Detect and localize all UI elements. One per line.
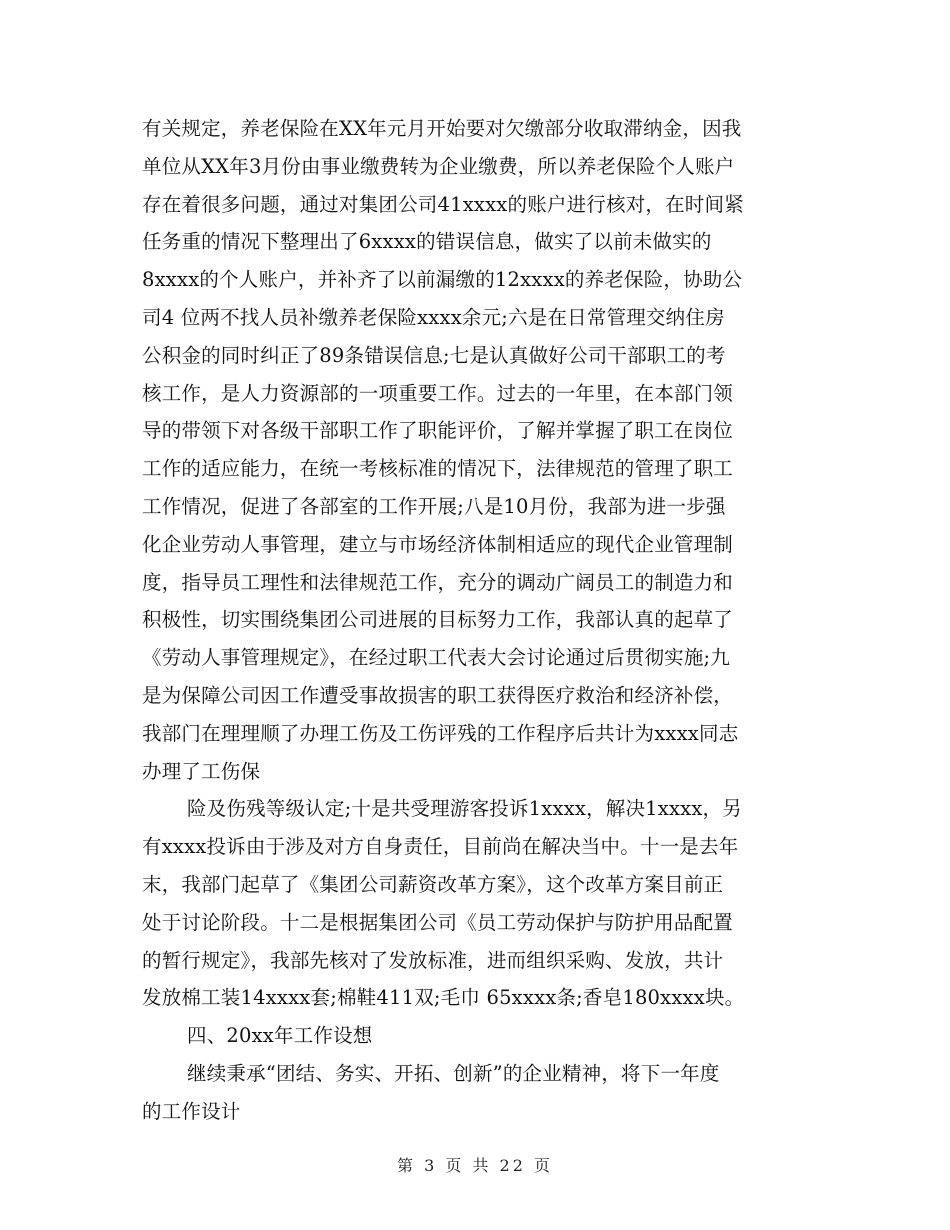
text-line: 度，指导员工理性和法律规范工作，充分的调动广阔员工的制造力和: [142, 570, 734, 594]
text-line: 积极性，切实围绕集团公司进展的目标努力工作，我部认真的起草了: [142, 608, 734, 632]
text-line: 处于讨论阶段。十二是根据集团公司《员工劳动保护与防护用品配置: [142, 910, 734, 934]
text-line: 单位从XX年3月份由事业缴费转为企业缴费，所以养老保险个人账户: [142, 154, 735, 178]
body-text: [142, 110, 802, 1131]
text-line: 继续秉承“团结、务实、开拓、创新”的企业精神，将下一年度: [187, 1061, 720, 1085]
text-line: 公积金的同时纠正了89条错误信息;七是认真做好公司干部职工的考: [142, 343, 726, 367]
text-line: 四、20xx年工作设想: [187, 1024, 373, 1048]
text-line: 的暂行规定》，我部先核对了发放标准，进而组织采购、发放，共计: [142, 948, 724, 972]
text-line: 《劳动人事管理规定》，在经过职工代表大会讨论通过后贯彻实施;九: [142, 646, 731, 670]
text-line: 我部门在理理顺了办理工伤及工伤评残的工作程序后共计为xxxx同志: [142, 721, 739, 745]
text-line: 导的带领下对各级干部职工作了职能评价，了解并掌握了职工在岗位: [142, 419, 734, 443]
text-line: 险及伤残等级认定;十是共受理游客投诉1xxxx，解决1xxxx，另: [187, 797, 742, 821]
page-number: 第 3 页 共 22 页: [397, 1156, 553, 1175]
text-line: 核工作，是人力资源部的一项重要工作。过去的一年里，在本部门领: [142, 381, 734, 405]
text-line: 办理了工伤保: [142, 759, 261, 783]
text-line: 司4 位两不找人员补缴养老保险xxxx余元;六是在日常管理交纳住房: [142, 305, 725, 329]
text-line: 工作的适应能力，在统一考核标准的情况下，法律规范的管理了职工: [142, 457, 734, 481]
text-line: 有xxxx投诉由于涉及对方自身责任，目前尚在解决当中。十一是去年: [142, 835, 739, 859]
text-line: 的工作设计: [142, 1099, 241, 1123]
text-line: 存在着很多问题，通过对集团公司41xxxx的账户进行核对，在时间紧: [142, 192, 744, 216]
text-line: 工作情况，促进了各部室的工作开展;八是10月份，我部为进一步强: [142, 494, 726, 518]
text-line: 有关规定，养老保险在XX年元月开始要对欠缴部分收取滞纳金，因我: [142, 117, 742, 140]
text-line: 末，我部门起草了《集团公司薪资改革方案》，这个改革方案目前正: [142, 872, 724, 896]
text-line: 是为保障公司因工作遭受事故损害的职工获得医疗救治和经济补偿，: [142, 683, 734, 707]
text-line: 8xxxx的个人账户，并补齐了以前漏缴的12xxxx的养老保险，协助公: [142, 268, 743, 292]
text-line: 任务重的情况下整理出了6xxxx的错误信息，做实了以前未做实的: [142, 230, 712, 254]
text-line: 化企业劳动人事管理，建立与市场经济体制相适应的现代企业管理制: [142, 532, 734, 556]
text-line: 发放棉工装14xxxx套;棉鞋411双;毛巾 65xxxx条;香皂180xxxx块。: [142, 986, 745, 1010]
